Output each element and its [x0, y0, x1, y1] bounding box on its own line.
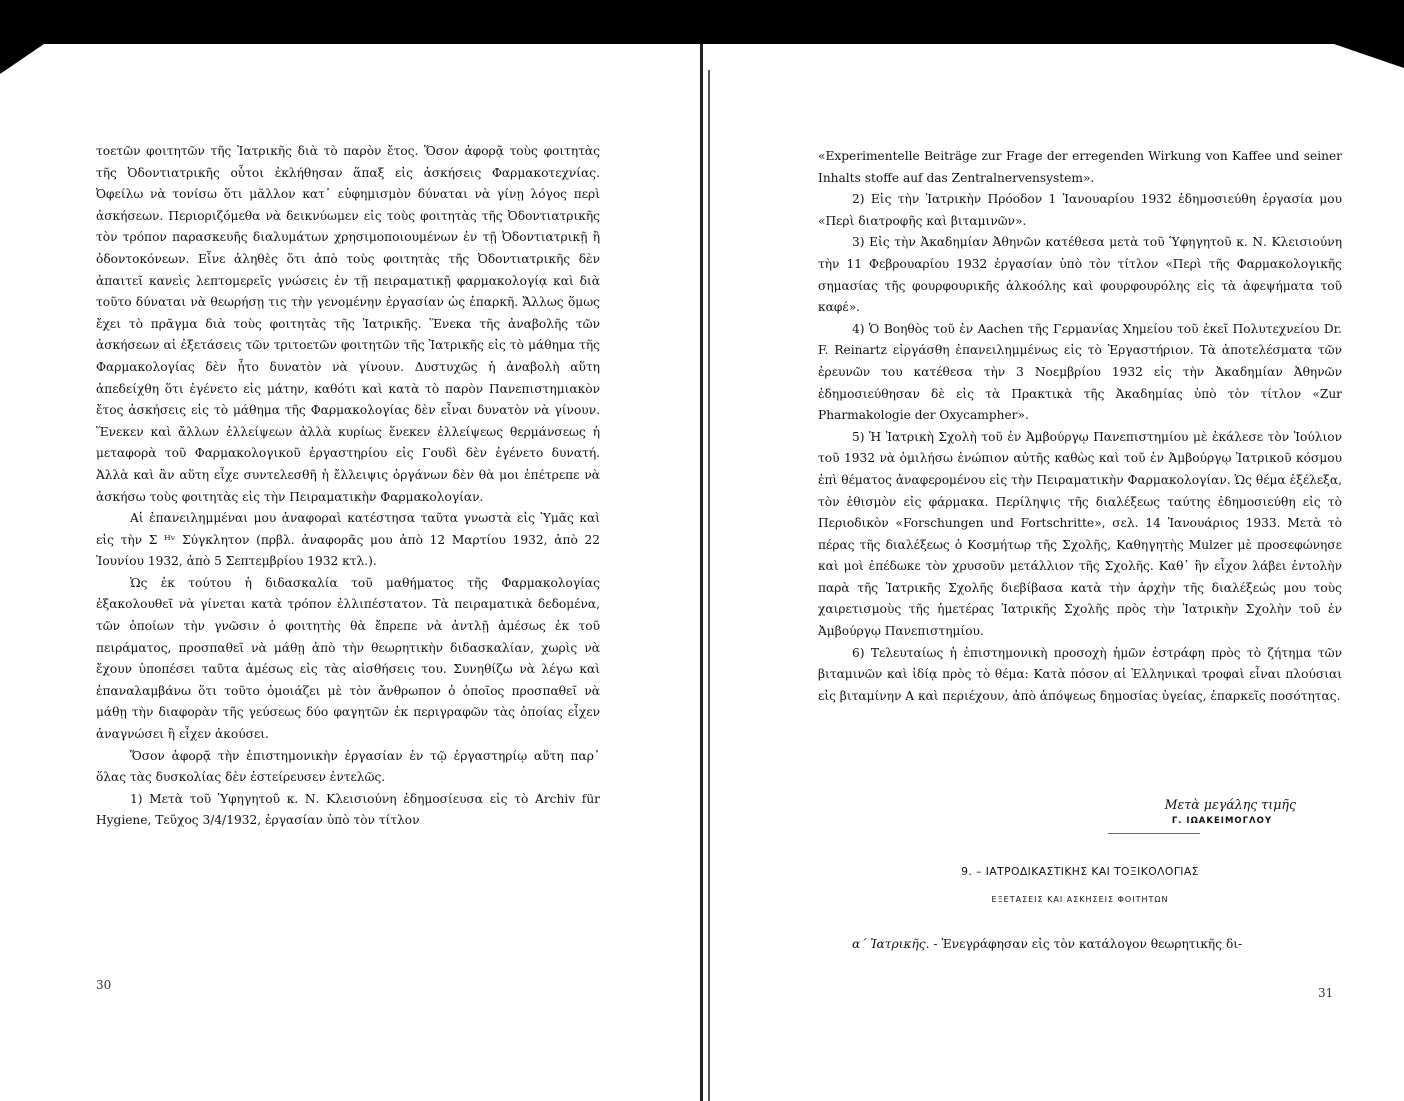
- left-page-text: [96, 141, 600, 832]
- paragraph: «Experimentelle Beiträge zur Frage der erregenden Wirkung von Kaffee und seiner Inhalts stoffe auf das Zentralnervensystem».: [818, 149, 1342, 185]
- page-number-right: 31: [1318, 986, 1334, 1000]
- paragraph: 4) Ὁ Βοηθὸς τοῦ ἐν Aachen τῆς Γερμανίας Χημείου τοῦ ἐκεῖ Πολυτεχνείου Dr. F. Reinartz εἰργάσθη ἐπανειλημμένως εἰς τὸ Ἐργαστήριον. Τὰ ἀποτελέσματα τῶν ἐρευνῶν του κατέθεσα τὴν 3 Νοεμβρίου 1932 εἰς τὴν Ἀκαδημίαν Ἀθηνῶν ἐδημοσιεύθησαν δὲ εἰς τὰ Πρακτικὰ τῆς Ἀκαδημίας ὑπὸ τὸν τίτλον «Zur Pharmakologie der Oxycampher».: [818, 321, 1342, 423]
- paragraph: Αἱ ἐπανειλημμέναι μου ἀναφοραὶ κατέστησα ταῦτα γνωστὰ εἰς Ὑμᾶς καὶ εἰς τὴν Σ ᴴᵛ Σύγκλητον (πρβλ. ἀναφορᾶς μου ἀπὸ 12 Μαρτίου 1932, ἀπὸ 22 Ἰουνίου 1932, ἀπὸ 5 Σεπτεμβρίου 1932 κτλ.).: [96, 511, 600, 569]
- signature-block: [818, 796, 1296, 826]
- section-first-label: α΄ Ἰατρικῆς.: [852, 937, 930, 951]
- paragraph: τοετῶν φοιτητῶν τῆς Ἰατρικῆς διὰ τὸ παρὸν ἔτος. Ὅσον ἀφορᾷ τοὺς φοιτητὰς τῆς Ὀδοντιατρικῆς οὗτοι ἐκλήθησαν ἅπαξ εἰς ἀσκήσεις Φαρμακοτεχνίας. Ὀφείλω νὰ τονίσω ὅτι μᾶλλον κατ᾿ εὐφημισμὸν δύναται νὰ γίνῃ λόγος περὶ ἀσκήσεων. Περιοριζόμεθα νὰ δεικνύωμεν εἰς τοὺς φοιτητὰς τῆς Ὀδοντιατρικῆς τὸν τρόπον παρασκευῆς διαλυμάτων χρησιμοποιουμένων ἐν τῇ Ὀδοντιατρικῇ ἢ ὀδοντοκόνεων. Εἶνε ἀληθὲς ὅτι ἀπὸ τοὺς φοιτητὰς τῆς Ὀδοντιατρικῆς δὲν ἀπαιτεῖ κανεὶς λεπτομερεῖς γνώσεις ἐν τῇ πειραματικῇ φαρμακολογίᾳ καὶ διὰ τοῦτο δύναται νὰ θεωρήσῃ τις τὴν γενομένην ἐργασίαν ὡς ἐπαρκῆ. Ἄλλως ὅμως ἔχει τὸ πρᾶγμα διὰ τοὺς φοιτητὰς τῆς Ἰατρικῆς. Ἕνεκα τῆς ἀναβολῆς τῶν ἀσκήσεων αἱ ἐξετάσεις τῶν τριτοετῶν φοιτητῶν τῆς Ἰατρικῆς εἰς τὸ μάθημα τῆς Φαρμακολογίας δὲν ἦτο δυνατὸν νὰ γίνουν. Δυστυχῶς ἡ ἀναβολὴ αὕτη ἀπεδείχθη ὅτι ἐγένετο εἰς μάτην, καθότι καὶ κατὰ τὸ παρὸν Πανεπιστημιακὸν ἔτος ἀσκήσεις εἰς τὸ μάθημα τῆς Φαρμακολογίας δὲν εἶναι δυνατὸν νὰ γίνουν. Ἕνεκεν καὶ ἄλλων ἐλλείψεων ἀλλὰ κυρίως ἕνεκεν ἐλλείψεως θερμάνσεως ἡ μεταφορὰ τοῦ Φαρμακολογικοῦ ἐργαστηρίου εἰς Γουδὶ δὲν ἐγένετο δυνατή. Ἀλλὰ καὶ ἂν αὕτη εἶχε συντελεσθῆ ἡ ἔλλειψις ὀργάνων δὲν θὰ μοι ἐπέτρεπε νὰ ἀσκήσω τοὺς φοιτητὰς εἰς τὴν Πειραματικὴν Φαρμακολογίαν.: [96, 144, 600, 504]
- section-first-text: - Ἐνεγράφησαν εἰς τὸν κατάλογον θεωρητικῆς δι-: [929, 937, 1243, 951]
- paragraph: 6) Τελευταίως ἡ ἐπιστημονικὴ προσοχὴ ἡμῶν ἐστράφη πρὸς τὸ ζήτημα τῶν βιταμινῶν καὶ ἰδίᾳ πρὸς τὸ θέμα: Κατὰ πόσον αἱ Ἑλληνικαὶ τροφαὶ εἶναι πλούσιαι εἰς βιταμίνην Α καὶ περιέχουν, ἀπὸ ἀπόψεως δημοσίας ὑγείας, ἐπαρκεῖς ποσότητας.: [818, 645, 1342, 703]
- separator-rule: [1108, 833, 1200, 834]
- section-first-line: [818, 934, 1342, 956]
- section-subheading: ΕΞΕΤΑΣΕΙΣ ΚΑΙ ΑΣΚΗΣΕΙΣ ΦΟΙΤΗΤΩΝ: [991, 895, 1169, 904]
- section-heading: 9. – ΙΑΤΡΟΔΙΚΑΣΤΙΚΗΣ ΚΑΙ ΤΟΞΙΚΟΛΟΓΙΑΣ: [961, 865, 1199, 878]
- paragraph: Ὅσον ἀφορᾷ τὴν ἐπιστημονικὴν ἐργασίαν ἐν τῷ ἐργαστηρίῳ αὕτη παρ᾿ ὅλας τὰς δυσκολίας δὲν ἐστείρευσεν ἐντελῶς.: [96, 748, 600, 785]
- book-gutter: [700, 44, 703, 1101]
- paragraph: Ὡς ἐκ τούτου ἡ διδασκαλία τοῦ μαθήματος τῆς Φαρμακολογίας ἐξακολουθεῖ νὰ γίνεται κατὰ τρόπον ἐλλιπέστατον. Τὰ πειραματικὰ δεδομένα, τῶν ὁποίων τὴν γνῶσιν ὁ φοιτητὴς θὰ ἔπρεπε νὰ ἀντλῇ ἀμέσως ἐκ τοῦ πειράματος, προσπαθεῖ νὰ μάθῃ ἀπὸ τὴν θεωρητικὴν διδασκαλίαν, χωρὶς νὰ ἔχουν ὑποπέσει ταῦτα ἀμέσως εἰς τὰς αἰσθήσεις του. Συνηθίζω νὰ λέγω καὶ ἐπαναλαμβάνω ὅτι τοῦτο ὁμοιάζει μὲ τὸν ἄνθρωπον ὁ ὁποῖος προσπαθεῖ νὰ μάθῃ τὴν διαφορὰν τῆς γεύσεως δύο φαγητῶν ἐκ περιγραφῶν τὰς ὁποίας εἶχεν ἀναγνώσει ἢ εἶχεν ἀκούσει.: [96, 575, 600, 742]
- left-page: [0, 0, 700, 1101]
- right-page-text: [818, 146, 1342, 707]
- paragraph: 5) Ἡ Ἰατρικὴ Σχολὴ τοῦ ἐν Ἀμβούργῳ Πανεπιστημίου μὲ ἐκάλεσε τὸν Ἰούλιον τοῦ 1932 νὰ ὁμιλήσω ἐνώπιον αὐτῆς καθὼς καὶ τοῦ ἐν Ἀμβούργῳ Ἰατρικοῦ κόσμου ἐπὶ θέματος ἀναφερομένου εἰς τὴν Πειραματικὴν Φαρμακολογίαν. Ὡς θέμα ἐξέλεξα, τὸν ἐθισμὸν εἰς φάρμακα. Περίληψις τῆς διαλέξεως ταύτης ἐδημοσιεύθη εἰς τὸ Περιοδικὸν «Forschungen und Fortschritte», σελ. 14 Ἰανουάριος 1933. Μετὰ τὸ πέρας τῆς διαλέξεως ὁ Κοσμήτωρ τῆς Σχολῆς, Καθηγητὴς Mulzer μὲ προσεφώνησε καὶ μοὶ ἐπέδωκε τὸν χρυσοῦν μετάλλιον τῆς Σχολῆς. Καθ᾿ ἣν εἶχον λάβει ἐντολὴν παρὰ τῆς Ἰατρικῆς Σχολῆς διεβίβασα κατὰ τὴν ἀρχὴν τῆς διαλέξεώς μου τοὺς χαιρετισμοὺς τῆς ἡμετέρας Ἰατρικῆς Σχολῆς πρὸς τὴν Ἰατρικὴν Σχολὴν τοῦ ἐν Ἀμβούργῳ Πανεπιστημίου.: [818, 429, 1342, 639]
- paragraph: 1) Μετὰ τοῦ Ὑφηγητοῦ κ. Ν. Κλεισιούνη ἐδημοσίευσα εἰς τὸ Archiv für Hygiene, Τεῦχος 3/4/1932, ἐργασίαν ὑπὸ τὸν τίτλον: [96, 791, 600, 828]
- signature-name: Γ. ΙΩΑΚΕΙΜΟΓΛΟΥ: [1171, 816, 1272, 826]
- right-page: [710, 0, 1404, 1101]
- signature-closing: Μετὰ μεγάλης τιμῆς: [1164, 797, 1296, 812]
- paragraph: 3) Εἰς τὴν Ἀκαδημίαν Ἀθηνῶν κατέθεσα μετὰ τοῦ Ὑφηγητοῦ κ. Ν. Κλεισιούνη τὴν 11 Φεβρουαρίου 1932 ἐργασίαν ὑπὸ τὸν τίτλον «Περὶ τῆς Φαρμακολογικῆς σημασίας τῆς φουρφουρικῆς ἀλκοόλης καὶ φουρφουρόλης εἰς τὰ ἀφεψήματα τοῦ καφέ».: [818, 235, 1342, 315]
- page-number-left: 30: [96, 978, 112, 992]
- paragraph: 2) Εἰς τὴν Ἰατρικὴν Πρόοδον 1 Ἰανουαρίου 1932 ἐδημοσιεύθη ἐργασία μου «Περὶ διατροφῆς καὶ βιταμινῶν».: [818, 192, 1342, 228]
